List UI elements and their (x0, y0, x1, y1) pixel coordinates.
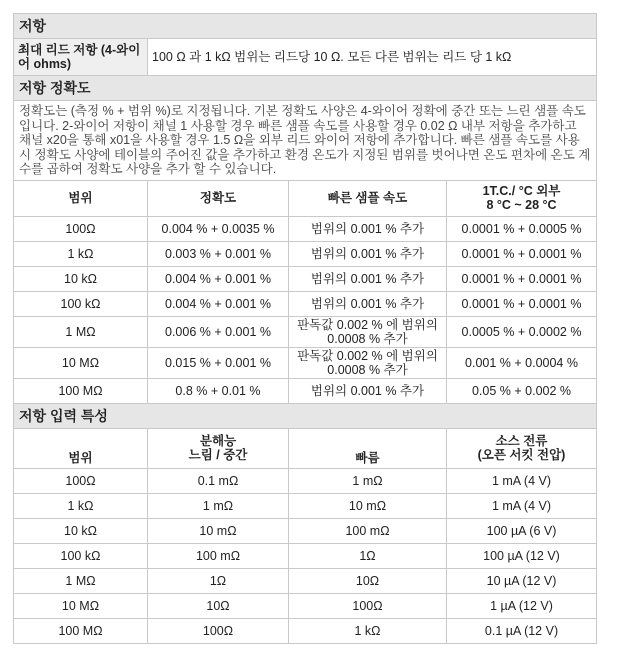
acc-header-tempco (447, 180, 597, 216)
section-input: 저항 입력 특성 (14, 403, 597, 428)
table-cell: 1 mA (4 V) (447, 493, 597, 518)
acc-header-tempco-line1: 1T.C./ °C 외부 (482, 184, 561, 199)
table-row (14, 241, 597, 266)
table-cell: 0.0001 % + 0.0001 % (447, 241, 597, 266)
table-cell: 0.006 % + 0.001 % (148, 316, 289, 347)
table-cell: 0.001 % + 0.0004 % (447, 347, 597, 378)
accuracy-rows (14, 216, 597, 403)
table-cell: 10 MΩ (14, 593, 148, 618)
table-cell: 1 MΩ (14, 568, 148, 593)
table-cell: 0.015 % + 0.001 % (148, 347, 289, 378)
table-cell: 10 kΩ (14, 518, 148, 543)
acc-header-accuracy: 정확도 (148, 180, 289, 216)
table-cell: 범위의 0.001 % 추가 (289, 378, 447, 403)
in-header-source-line2: (오픈 서킷 전압) (477, 448, 566, 463)
table-row (14, 378, 597, 403)
table-cell: 판독값 0.002 % 에 범위의 0.0008 % 추가 (289, 347, 447, 378)
table-row (14, 593, 597, 618)
in-header-resolution-line2: 느림 / 중간 (188, 448, 248, 463)
table-cell: 1 kΩ (289, 618, 447, 643)
table-cell: 0.0001 % + 0.0001 % (447, 266, 597, 291)
table-cell: 1 µA (12 V) (447, 593, 597, 618)
in-header-source-line1: 소스 전류 (495, 434, 548, 449)
table-row (14, 543, 597, 568)
input-rows (14, 468, 597, 643)
table-cell: 100 mΩ (148, 543, 289, 568)
acc-header-tempco-line2: 8 °C ~ 28 °C (486, 198, 557, 213)
table-cell: 1Ω (148, 568, 289, 593)
table-cell: 100 µA (6 V) (447, 518, 597, 543)
table-cell: 10 µA (12 V) (447, 568, 597, 593)
table-cell: 0.8 % + 0.01 % (148, 378, 289, 403)
table-cell: 1 mA (4 V) (447, 468, 597, 493)
max-lead-label: 최대 리드 저항 (4-와이어 ohms) (14, 39, 148, 76)
table-cell: 100 MΩ (14, 378, 148, 403)
table-cell: 100 MΩ (14, 618, 148, 643)
table-cell: 10Ω (148, 593, 289, 618)
table-row (14, 347, 597, 378)
in-header-resolution (148, 428, 289, 468)
table-cell: 범위의 0.001 % 추가 (289, 266, 447, 291)
table-row (14, 266, 597, 291)
table-cell: 100 kΩ (14, 543, 148, 568)
table-cell: 0.004 % + 0.0035 % (148, 216, 289, 241)
spec-page (13, 13, 596, 644)
table-cell: 0.1 mΩ (148, 468, 289, 493)
table-cell: 0.0001 % + 0.0005 % (447, 216, 597, 241)
table-cell: 100Ω (14, 216, 148, 241)
in-header-fast: 빠름 (289, 428, 447, 468)
table-cell: 100Ω (14, 468, 148, 493)
table-cell: 판독값 0.002 % 에 범위의 0.0008 % 추가 (289, 316, 447, 347)
table-cell: 1 mΩ (148, 493, 289, 518)
table-cell: 10 mΩ (289, 493, 447, 518)
table-cell: 1 kΩ (14, 241, 148, 266)
table-cell: 0.004 % + 0.001 % (148, 291, 289, 316)
in-header-range: 범위 (14, 428, 148, 468)
section-accuracy: 저항 정확도 (14, 76, 597, 101)
section-resistance: 저항 (14, 14, 597, 39)
table-row (14, 216, 597, 241)
table-cell: 10Ω (289, 568, 447, 593)
table-row (14, 493, 597, 518)
in-header-resolution-line1: 분해능 (199, 434, 237, 449)
table-cell: 범위의 0.001 % 추가 (289, 291, 447, 316)
table-row (14, 618, 597, 643)
table-cell: 0.1 µA (12 V) (447, 618, 597, 643)
table-cell: 범위의 0.001 % 추가 (289, 216, 447, 241)
acc-header-fast: 빠른 샘플 속도 (289, 180, 447, 216)
table-row (14, 291, 597, 316)
table-cell: 0.004 % + 0.001 % (148, 266, 289, 291)
table-cell: 0.003 % + 0.001 % (148, 241, 289, 266)
table-cell: 100 mΩ (289, 518, 447, 543)
acc-header-range: 범위 (14, 180, 148, 216)
table-row (14, 468, 597, 493)
table-cell: 10 mΩ (148, 518, 289, 543)
table-cell: 1Ω (289, 543, 447, 568)
table-cell: 0.0001 % + 0.0001 % (447, 291, 597, 316)
table-cell: 1 MΩ (14, 316, 148, 347)
table-cell: 100 kΩ (14, 291, 148, 316)
max-lead-value: 100 Ω 과 1 kΩ 범위는 리드당 10 Ω. 모든 다른 범위는 리드 당 1 kΩ (148, 39, 597, 76)
table-row (14, 568, 597, 593)
resistance-spec-table (13, 13, 597, 644)
table-cell: 100Ω (148, 618, 289, 643)
table-cell: 범위의 0.001 % 추가 (289, 241, 447, 266)
table-cell: 1 mΩ (289, 468, 447, 493)
table-cell: 0.0005 % + 0.0002 % (447, 316, 597, 347)
table-cell: 100Ω (289, 593, 447, 618)
table-row (14, 316, 597, 347)
table-cell: 0.05 % + 0.002 % (447, 378, 597, 403)
table-cell: 10 MΩ (14, 347, 148, 378)
table-cell: 100 µA (12 V) (447, 543, 597, 568)
table-cell: 10 kΩ (14, 266, 148, 291)
table-row (14, 518, 597, 543)
in-header-source (447, 428, 597, 468)
accuracy-note: 정확도는 (측정 % + 범위 %)로 지정됩니다. 기본 정확도 사양은 4-와이어 정확에 중간 또는 느린 샘플 속도입니다. 2-와이어 저항이 채널 1 사용할 경우 빠른 샘플 속도를 사용할 경우 0.02 Ω 내부 저항을 추가하고 채널 x20을 통해 x01을 사용할 경우 1.5 Ω을 외부 리드 와이어 저항에 추가합니다. 빠른 샘플 속도를 사용 시 정확도 사양에 테이블의 주어진 값을 추가하고 환경 온도가 지정된 범위를 벗어나면 온도 편차에 온도 계수를 곱하여 정확도 사양을 추가 할 수 있습니다. (14, 101, 597, 181)
table-cell: 1 kΩ (14, 493, 148, 518)
